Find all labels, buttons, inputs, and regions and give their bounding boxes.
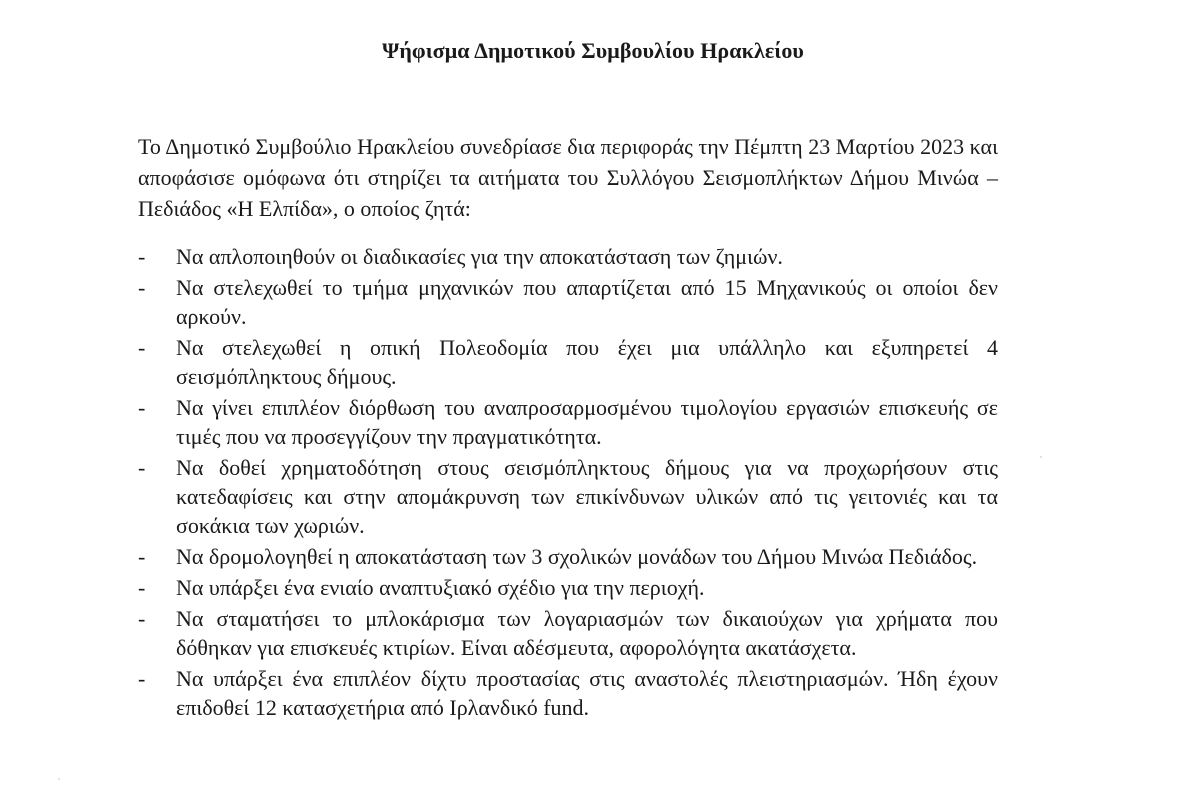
list-item-text: Να δοθεί χρηματοδότηση στους σεισμόπληκτους δήμους για να προχωρήσουν στις κατεδαφίσεις και στην απομάκρυνση των επικίνδυνων υλικών από τις γειτονιές και τα σοκάκια των χωριών. (176, 455, 998, 538)
bullet-dash: - (138, 544, 146, 569)
list-item (138, 542, 998, 571)
bullet-dash: - (138, 455, 146, 480)
list-item-text: Να στελεχωθεί το τμήμα μηχανικών που απαρτίζεται από 15 Μηχανικούς οι οποίοι δεν αρκούν. (176, 275, 998, 329)
list-item-text: Να υπάρξει ένα ενιαίο αναπτυξιακό σχέδιο για την περιοχή. (176, 575, 705, 600)
list-item (138, 333, 998, 391)
list-item (138, 604, 998, 662)
list-item (138, 273, 998, 331)
bullet-dash: - (138, 395, 146, 420)
list-item-text: Να υπάρξει ένα επιπλέον δίχτυ προστασίας στις αναστολές πλειστηριασμών. Ήδη έχουν επιδοθεί 12 κατασχετήρια από Ιρλανδικό fund. (176, 666, 998, 720)
intro-paragraph: Το Δημοτικό Συμβούλιο Ηρακλείου συνεδρίασε δια περιφοράς την Πέμπτη 23 Μαρτίου 2023 και αποφάσισε ομόφωνα ότι στηρίζει τα αιτήματα του Συλλόγου Σεισμοπλήκτων Δήμου Μινώα – Πεδιάδος «Η Ελπίδα», ο οποίος ζητά: (138, 134, 998, 221)
list-item (138, 573, 998, 602)
list-item (138, 242, 998, 271)
scan-speck (58, 778, 60, 780)
document-title: Ψήφισμα Δημοτικού Συμβουλίου Ηρακλείου (382, 38, 804, 63)
list-item-text: Να στελεχωθεί η οπική Πολεοδομία που έχει μια υπάλληλο και εξυπηρετεί 4 σεισμόπληκτους δήμους. (176, 335, 998, 389)
bullet-dash: - (138, 275, 146, 300)
list-item-text: Να απλοποιηθούν οι διαδικασίες για την αποκατάσταση των ζημιών. (176, 244, 783, 269)
list-item-text: Να γίνει επιπλέον διόρθωση του αναπροσαρμοσμένου τιμολογίου εργασιών επισκευής σε τιμές που να προσεγγίζουν την πραγματικότητα. (176, 395, 998, 449)
bullet-dash: - (138, 606, 146, 631)
list-item-text: Να δρομολογηθεί η αποκατάσταση των 3 σχολικών μονάδων του Δήμου Μινώα Πεδιάδος. (176, 544, 978, 569)
list-item-text: Να σταματήσει το μπλοκάρισμα των λογαριασμών των δικαιούχων για χρήματα που δόθηκαν για επισκευές κτιρίων. Είναι αδέσμευτα, αφορολόγητα ακατάσχετα. (176, 606, 998, 660)
list-item (138, 393, 998, 451)
list-item (138, 453, 998, 540)
demands-list (138, 242, 998, 724)
bullet-dash: - (138, 335, 146, 360)
scan-speck (1040, 456, 1042, 458)
bullet-dash: - (138, 244, 146, 269)
bullet-dash: - (138, 575, 146, 600)
bullet-dash: - (138, 666, 146, 691)
list-item (138, 664, 998, 722)
